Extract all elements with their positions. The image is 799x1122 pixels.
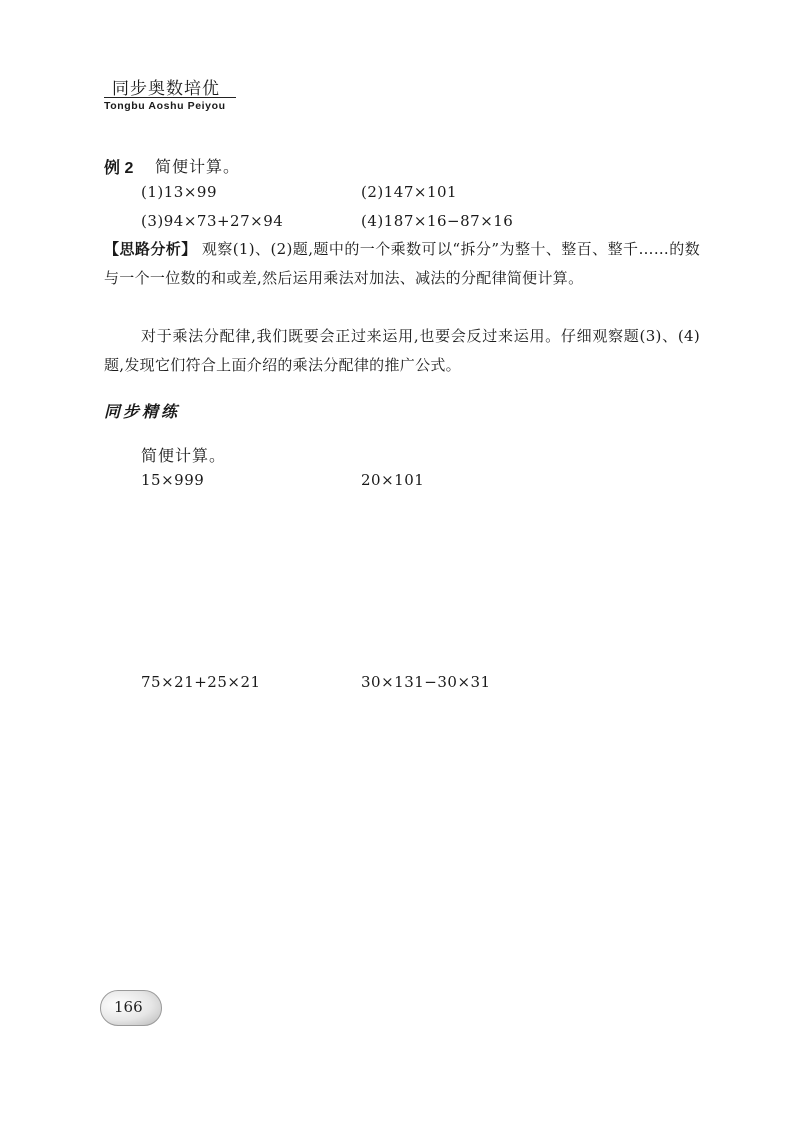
analysis-label: 【思路分析】 xyxy=(104,241,197,258)
example-title: 简便计算。 xyxy=(155,157,241,176)
practice-problem-3: 75×21+25×21 xyxy=(141,673,261,691)
practice-problem-2: 20×101 xyxy=(361,471,425,489)
practice-section-heading: 同步精练 xyxy=(104,402,181,421)
header-divider xyxy=(104,97,236,98)
analysis-paragraph-1 xyxy=(104,235,700,293)
analysis-text-1: 观察(1)、(2)题,题中的一个乘数可以“拆分”为整十、整百、整千……的数与一个一位数的和或差,然后运用乘法对加法、减法的分配律简便计算。 xyxy=(104,240,700,287)
book-subtitle: Tongbu Aoshu Peiyou xyxy=(104,100,226,112)
page-number: 166 xyxy=(114,998,143,1016)
example-problem-1: (1)13×99 xyxy=(141,183,217,201)
book-title: 同步奥数培优 xyxy=(112,79,220,99)
example-problem-3: (3)94×73+27×94 xyxy=(141,212,284,230)
practice-problem-1: 15×999 xyxy=(141,471,205,489)
practice-problem-4: 30×131−30×31 xyxy=(361,673,491,691)
example-problem-4: (4)187×16−87×16 xyxy=(361,212,514,230)
analysis-paragraph-2: 对于乘法分配律,我们既要会正过来运用,也要会反过来运用。仔细观察题(3)、(4)题,发现它们符合上面介绍的乘法分配律的推广公式。 xyxy=(104,327,700,374)
example-label: 例 2 xyxy=(104,160,134,177)
practice-title: 简便计算。 xyxy=(141,446,227,465)
example-problem-2: (2)147×101 xyxy=(361,183,458,201)
